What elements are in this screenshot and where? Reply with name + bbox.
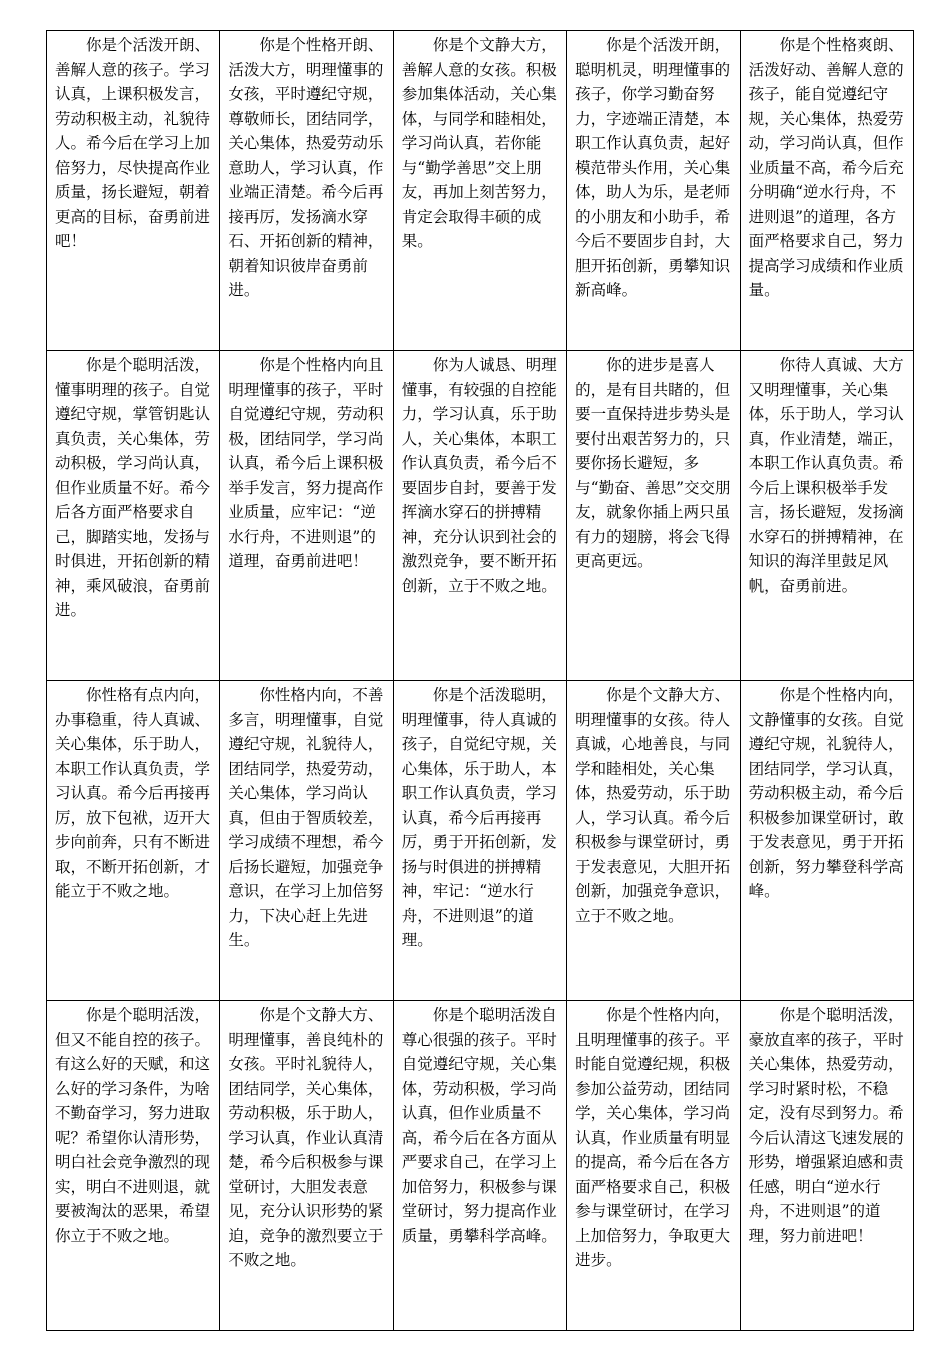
comment-cell: 你是个性格开朗、活泼大方，明理懂事的女孩，平时遵纪守规，尊敬师长，团结同学，关心集体，热爱劳动乐意助人，学习认真，作业端正清楚。希今后再接再厉，发扬滴水穿石、开拓创新的精神，朝着知识彼岸奋勇前进。	[220, 31, 393, 351]
comment-cell: 你是个性格内向，文静懂事的女孩。自觉遵纪守规，礼貌待人，团结同学，学习认真，劳动积极主动，希今后积极参加课堂研讨，敢于发表意见，勇于开拓创新，努力攀登科学高峰。	[740, 681, 913, 1001]
comment-cell: 你是个活泼聪明，明理懂事，待人真诚的孩子，自觉纪守规，关心集体，乐于助人，本职工作认真负责，学习认真，希今后再接再厉，勇于开拓创新，发扬与时俱进的拼搏精神，牢记：“逆水行舟，不进则退”的道理。	[393, 681, 566, 1001]
comment-cell: 你性格有点内向，办事稳重，待人真诚、关心集体，乐于助人，本职工作认真负责，学习认真。希今后再接再厉，放下包袱，迈开大步向前奔，只有不断进取，不断开拓创新，才能立于不败之地。	[47, 681, 220, 1001]
comment-sheet	[46, 30, 913, 1330]
comments-table	[46, 30, 914, 1331]
comment-cell: 你性格内向，不善多言，明理懂事，自觉遵纪守规，礼貌待人，团结同学，热爱劳动，关心集体，学习尚认真，但由于智质较差，学习成绩不理想，希今后扬长避短，加强竞争意识，在学习上加倍努力，下决心赶上先进生。	[220, 681, 393, 1001]
table-row	[47, 1001, 914, 1331]
comment-cell: 你是个文静大方、明理懂事的女孩。待人真诚，心地善良，与同学和睦相处，关心集体，热爱劳动，乐于助人，学习认真。希今后积极参与课堂研讨，勇于发表意见，大胆开拓创新，加强竞争意识，立于不败之地。	[567, 681, 740, 1001]
comment-cell: 你是个文静大方、明理懂事，善良纯朴的女孩。平时礼貌待人，团结同学，关心集体，劳动积极，乐于助人，学习认真，作业认真清楚，希今后积极参与课堂研讨，大胆发表意见，充分认识形势的紧迫，竞争的激烈要立于不败之地。	[220, 1001, 393, 1331]
comment-cell: 你是个聪明活泼，豪放直率的孩子，平时关心集体，热爱劳动，学习时紧时松，不稳定，没有尽到努力。希今后认清这飞速发展的形势，增强紧迫感和责任感，明白“逆水行舟，不进则退”的道理，努力前进吧！	[740, 1001, 913, 1331]
comment-cell: 你是个性格内向，且明理懂事的孩子。平时能自觉遵纪规，积极参加公益劳动，团结同学，关心集体，学习尚认真，作业质量有明显的提高，希今后在各方面严格要求自己，积极参与课堂研讨，在学习上加倍努力，争取更大进步。	[567, 1001, 740, 1331]
comment-cell: 你待人真诚、大方又明理懂事，关心集体，乐于助人，学习认真，作业清楚，端正，本职工作认真负责。希今后上课积极举手发言，扬长避短，发扬滴水穿石的拼搏精神，在知识的海洋里鼓足风帆，奋勇前进。	[740, 351, 913, 681]
table-row	[47, 31, 914, 351]
table-row	[47, 681, 914, 1001]
comment-cell: 你是个聪明活泼，但又不能自控的孩子。有这么好的天赋，和这么好的学习条件，为啥不勤奋学习，努力进取呢？希望你认清形势，明白社会竞争激烈的现实，明白不进则退，就要被淘汰的恶果，希望你立于不败之地。	[47, 1001, 220, 1331]
comment-cell: 你是个性格爽朗、活泼好动、善解人意的孩子，能自觉遵纪守规，关心集体，热爱劳动，学习尚认真，但作业质量不高，希今后充分明确“逆水行舟，不进则退”的道理，各方面严格要求自己，努力提高学习成绩和作业质量。	[740, 31, 913, 351]
comment-cell: 你是个聪明活泼自尊心很强的孩子。平时自觉遵纪守规，关心集体，劳动积极，学习尚认真，但作业质量不高，希今后在各方面从严要求自己，在学习上加倍努力，积极参与课堂研讨，努力提高作业质量，勇攀科学高峰。	[393, 1001, 566, 1331]
comment-cell: 你的进步是喜人的，是有目共睹的，但要一直保持进步势头是要付出艰苦努力的，只要你扬长避短，多与“勤奋、善思”交交朋友，就象你插上两只虽有力的翅膀，将会飞得更高更远。	[567, 351, 740, 681]
comment-cell: 你是个活泼开朗，聪明机灵，明理懂事的孩子，你学习勤奋努力，字迹端正清楚，本职工作认真负责，起好模范带头作用，关心集体，助人为乐，是老师的小朋友和小助手，希今后不要固步自封，大胆开拓创新，勇攀知识新高峰。	[567, 31, 740, 351]
comment-cell: 你是个性格内向且明理懂事的孩子，平时自觉遵纪守规，劳动积极，团结同学，学习尚认真，希今后上课积极举手发言，努力提高作业质量，应牢记：“逆水行舟，不进则退”的道理，奋勇前进吧！	[220, 351, 393, 681]
comment-cell: 你为人诚恳、明理懂事，有较强的自控能力，学习认真，乐于助人，关心集体，本职工作认真负责，希今后不要固步自封，要善于发挥滴水穿石的拼搏精神，充分认识到社会的激烈竞争，要不断开拓创新，立于不败之地。	[393, 351, 566, 681]
comment-cell: 你是个活泼开朗、善解人意的孩子。学习认真，上课积极发言，劳动积极主动，礼貌待人。希今后在学习上加倍努力，尽快提高作业质量，扬长避短，朝着更高的目标，奋勇前进吧！	[47, 31, 220, 351]
comment-cell: 你是个聪明活泼，懂事明理的孩子。自觉遵纪守规，掌管钥匙认真负责，关心集体，劳动积极，学习尚认真，但作业质量不好。希今后各方面严格要求自己，脚踏实地，发扬与时俱进，开拓创新的精神，乘风破浪，奋勇前进。	[47, 351, 220, 681]
comment-cell: 你是个文静大方，善解人意的女孩。积极参加集体活动，关心集体，与同学和睦相处，学习尚认真，若你能与“勤学善思”交上朋友，再加上刻苦努力，肯定会取得丰硕的成果。	[393, 31, 566, 351]
table-row	[47, 351, 914, 681]
